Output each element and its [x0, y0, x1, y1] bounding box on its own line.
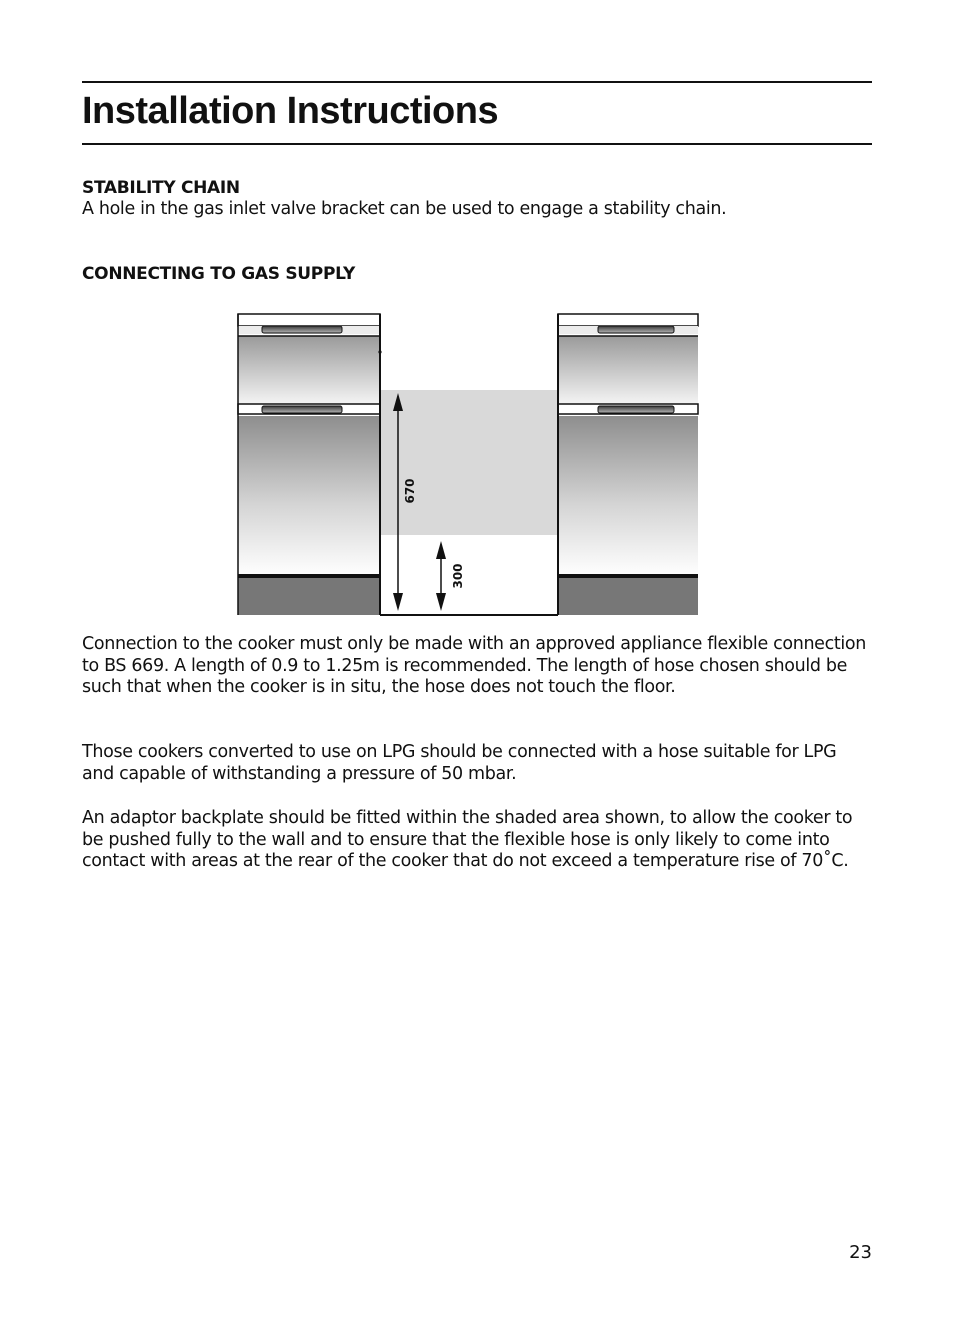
gas-paragraph-1: Connection to the cooker must only be made with an approved appliance flexible connection to BS 669. A length of 0.9 to 1.25m is recommended. The length of hose chosen should be such that when the cooker is in situ, the hose does not touch the floor. [82, 634, 866, 698]
gas-supply-heading: CONNECTING TO GAS SUPPLY [82, 264, 355, 284]
header-rule-top [82, 81, 872, 83]
gas-connection-diagram [236, 310, 700, 618]
header-rule-bottom [82, 143, 872, 145]
page-number: 23 [849, 1242, 872, 1263]
stability-chain-heading: STABILITY CHAIN [82, 178, 240, 198]
dimension-300-label: 300 [451, 563, 465, 589]
dimension-300-arrow [436, 541, 446, 611]
stability-chain-text: A hole in the gas inlet valve bracket can be used to engage a stability chain. [82, 199, 727, 219]
left-cabinet [238, 314, 380, 615]
dimension-670-label: 670 [403, 478, 417, 504]
gas-paragraph-2: Those cookers converted to use on LPG should be connected with a hose suitable for LPG and capable of withstanding a pressure of 50 mbar. [82, 742, 837, 784]
right-cabinet [558, 314, 698, 615]
page-title: Installation Instructions [82, 90, 499, 132]
gas-paragraph-3: An adaptor backplate should be fitted within the shaded area shown, to allow the cooker to be pushed fully to the wall and to ensure that the flexible hose is only likely to come into contact with areas at the rear of the cooker that do not exceed a temperature rise of 70˚C. [82, 808, 853, 872]
shaded-area [380, 390, 558, 535]
